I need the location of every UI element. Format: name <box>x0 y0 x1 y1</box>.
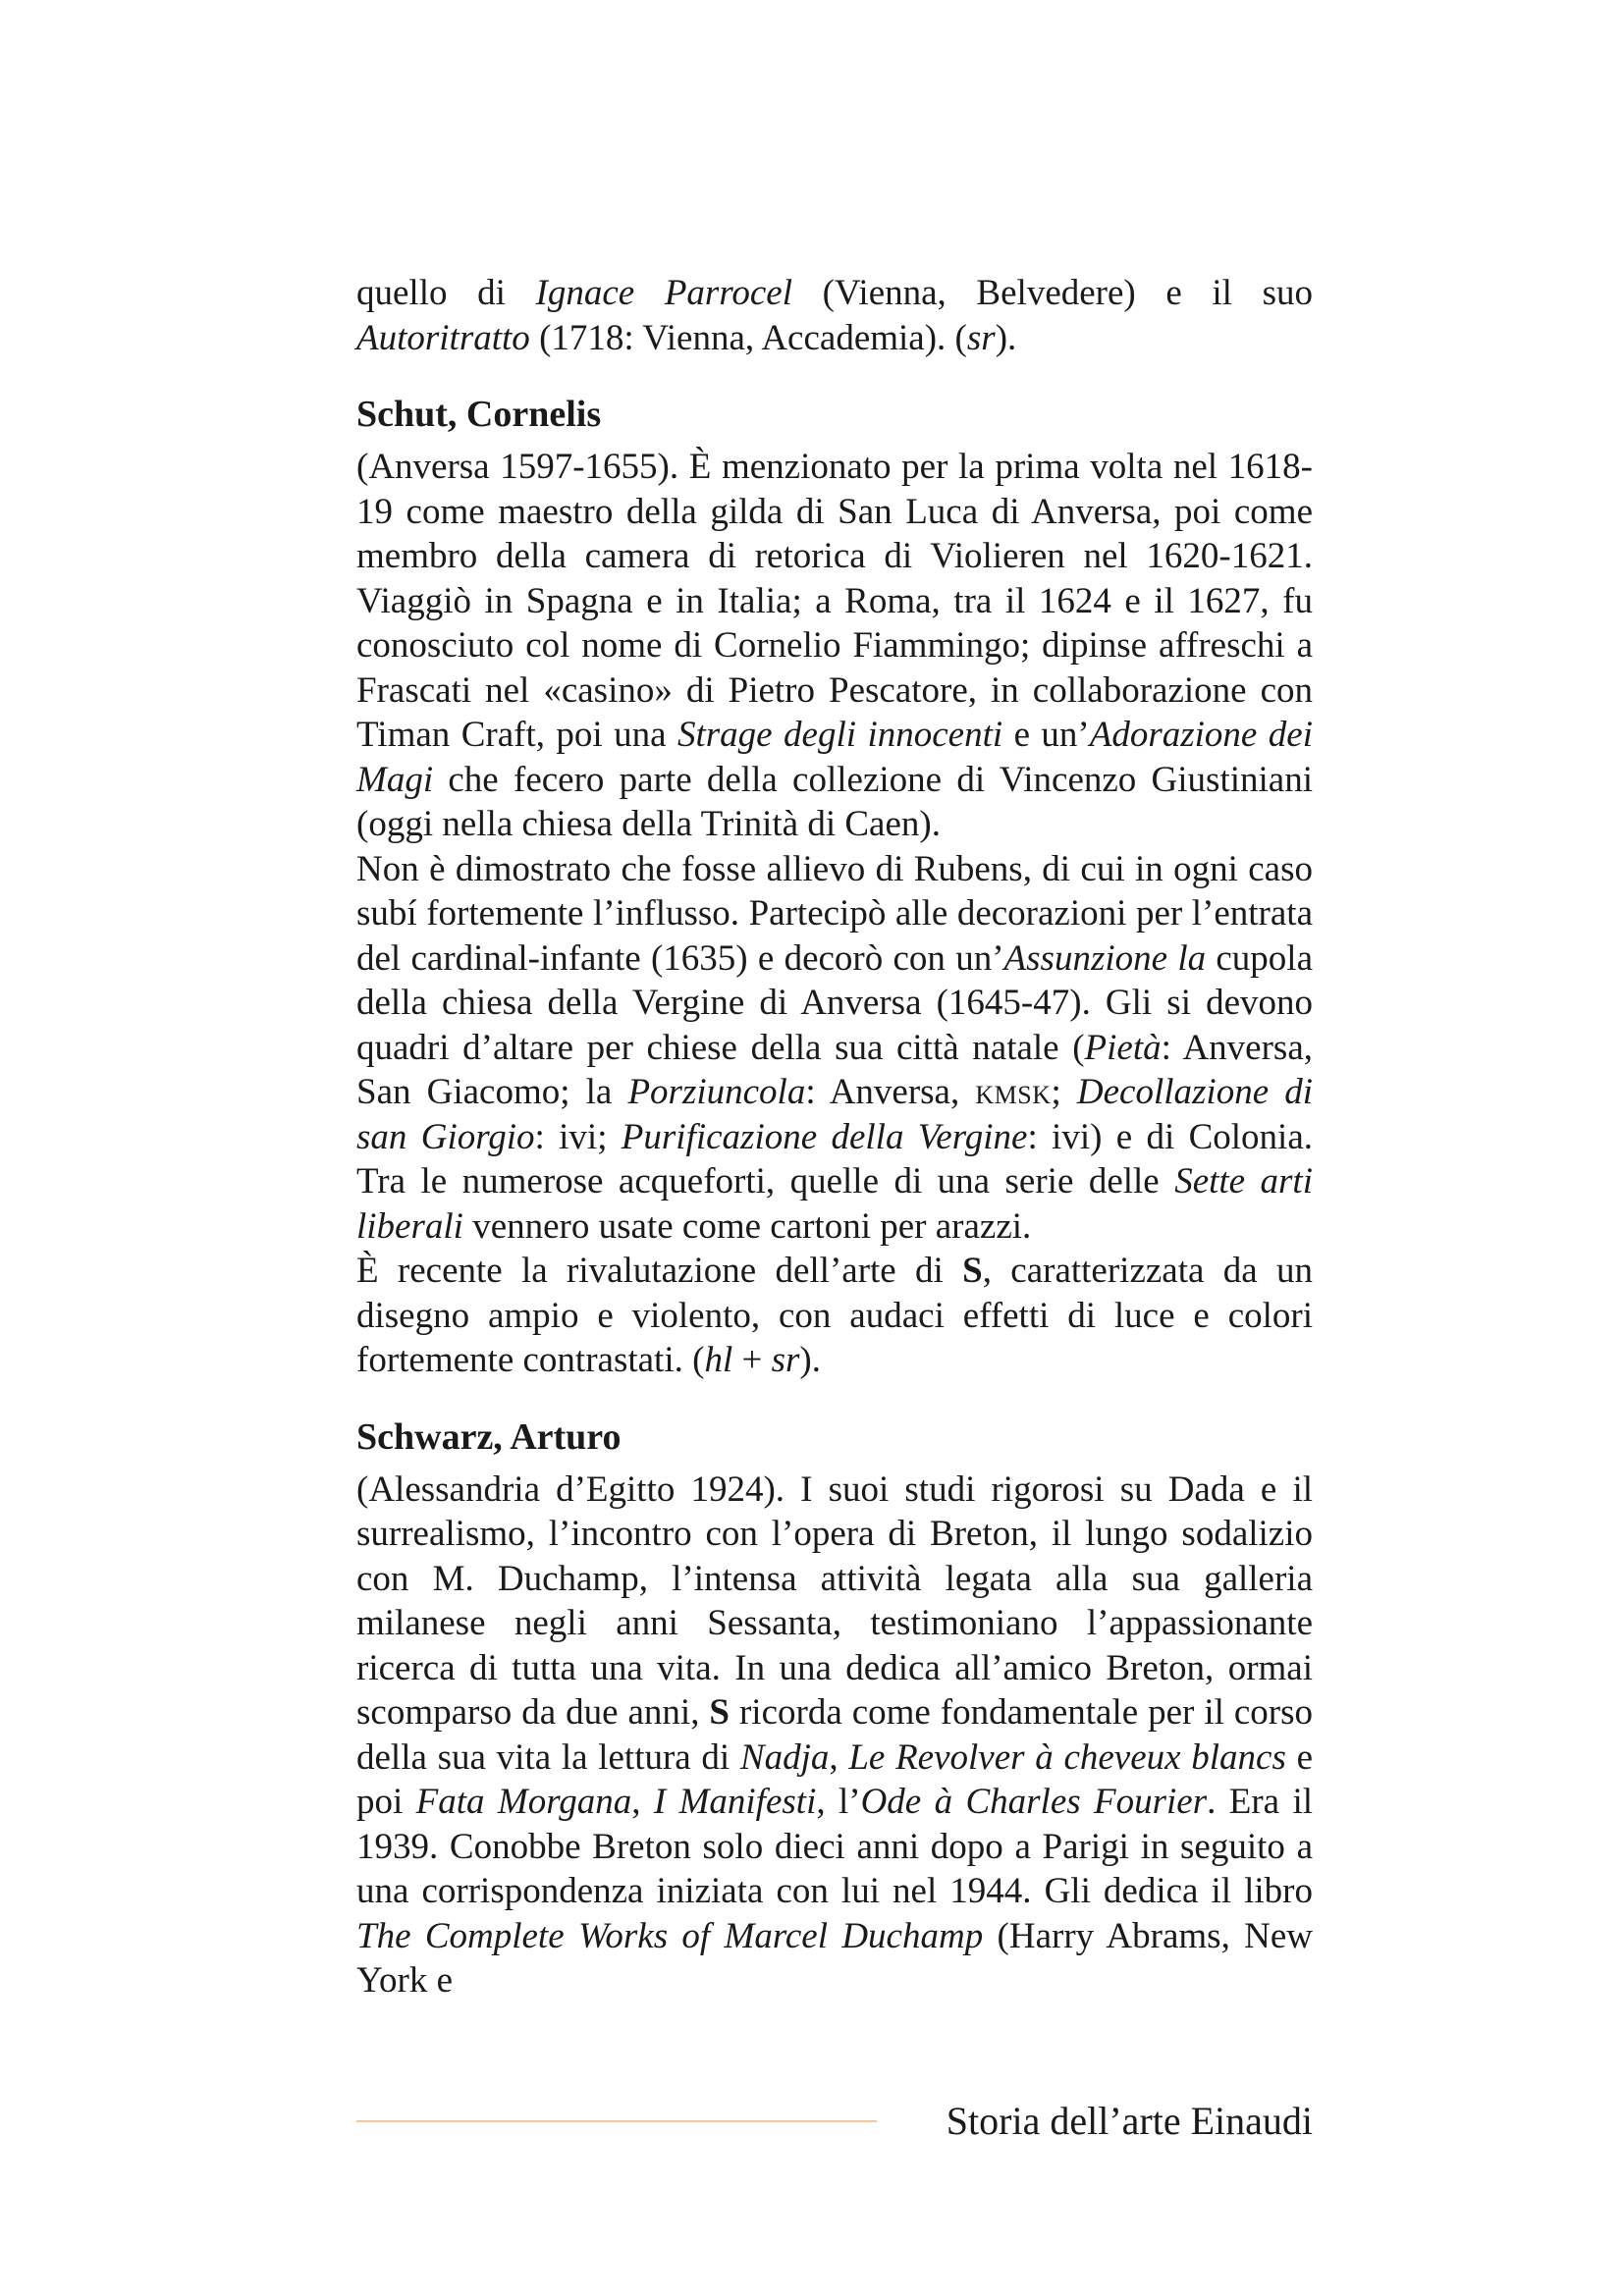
footer-book-title: Storia dell’arte Einaudi <box>946 2099 1313 2143</box>
museum-abbreviation: kmsk <box>975 1072 1052 1112</box>
page-body <box>356 271 1313 2003</box>
entry-schut-paragraph-2: Non è dimostrato che fosse allievo di Rubens, di cui in ogni caso subí fortemente l’influsso. Partecipò alle decorazioni per l’entrata del cardinal-infante (1635) e decorò con un’Assunzione la cupola della chiesa della Vergine di Anversa (1645-47). Gli si devono quadri d’altare per chiese della sua città natale (Pietà: Anversa, San Giacomo; la Porziuncola: Anversa, kmsk; Decollazione di san Giorgio: ivi; Purificazione della Vergine: ivi) e di Colonia. Tra le numerose acqueforti, quelle di una serie delle Sette arti liberali vennero usate come cartoni per arazzi. <box>356 848 1314 1247</box>
entry-schwarz-paragraph-1: (Alessandria d’Egitto 1924). I suoi studi rigorosi su Dada e il surrealismo, l’incontro con l’opera di Breton, il lungo sodalizio con M. Duchamp, l’intensa attività legata alla sua galleria milanese negli anni Sessanta, testimoniano l’appassionante ricerca di tutta una vita. In una dedica all’amico Breton, ormai scomparso da due anni, S ricorda come fondamentale per il corso della sua vita la lettura di Nadja, Le Revolver à cheveux blancs e poi Fata Morgana, I Manifesti, l’Ode à Charles Fourier. Era il 1939. Conobbe Breton solo dieci anni dopo a Parigi in seguito a una corrispondenza iniziata con lui nel 1944. Gli dedica il libro The Complete Works of Marcel Duchamp (Harry Abrams, New York e <box>356 1468 1314 2001</box>
page-footer <box>356 2099 1313 2158</box>
entry-schut-paragraph-3: È recente la rivalutazione dell’arte di S, caratterizzata da un disegno ampio e violento, con audaci effetti di luce e colori fortemente contrastati. (hl + sr). <box>356 1251 1313 1380</box>
paragraph-continuation: quello di Ignace Parrocel (Vienna, Belvedere) e il suo Autoritratto (1718: Vienna, Accademia). (sr). <box>356 273 1313 358</box>
footer-rule <box>356 2120 877 2122</box>
entry-heading-schut: Schut, Cornelis <box>356 394 602 435</box>
entry-heading-schwarz: Schwarz, Arturo <box>356 1415 622 1458</box>
entry-schut-paragraph-1: (Anversa 1597-1655). È menzionato per la prima volta nel 1618-19 come maestro della gilda di San Luca di Anversa, poi come membro della camera di retorica di Violieren nel 1620-1621. Viaggiò in Spagna e in Italia; a Roma, tra il 1624 e il 1627, fu conosciuto col nome di Cornelio Fiammingo; dipinse affreschi a Frascati nel «casino» di Pietro Pescatore, in collaborazione con Timan Craft, poi una Strage degli innocenti e un’Adorazione dei Magi che fecero parte della collezione di Vincenzo Giustiniani (oggi nella chiesa della Trinità di Caen). <box>356 447 1313 844</box>
